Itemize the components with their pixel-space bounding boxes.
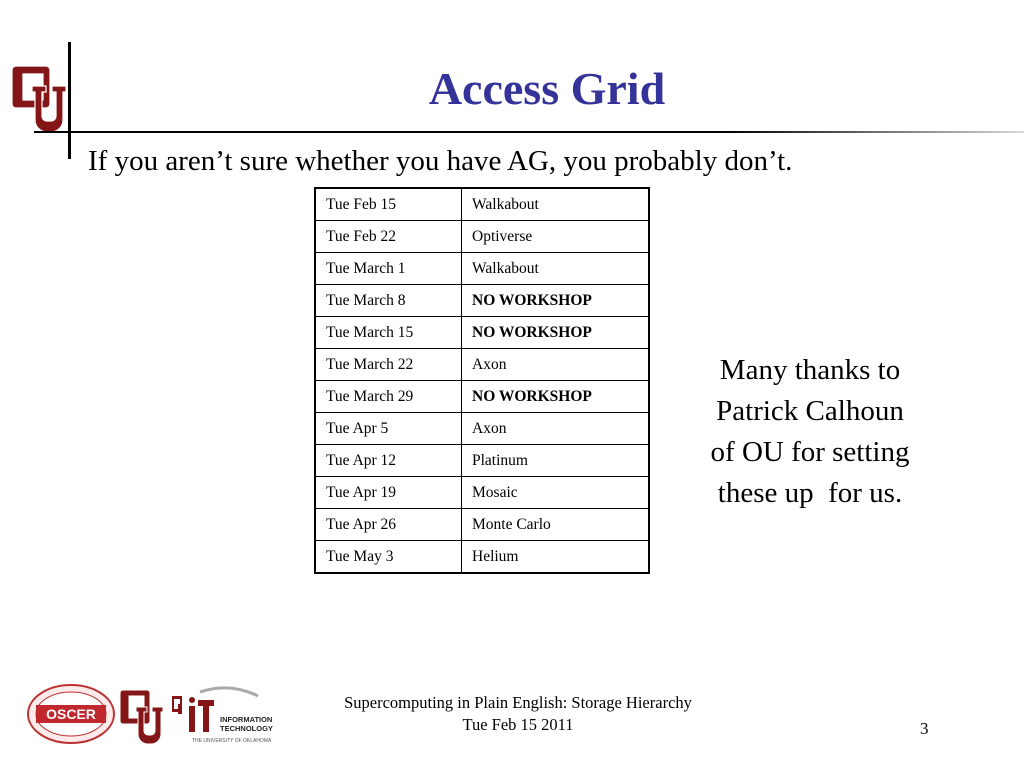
schedule-date-cell: Tue May 3 (315, 541, 462, 574)
schedule-date-cell: Tue Feb 15 (315, 188, 462, 221)
schedule-row (315, 413, 649, 445)
schedule-date-cell: Tue Apr 12 (315, 445, 462, 477)
schedule-site-cell: NO WORKSHOP (462, 285, 650, 317)
schedule-site-cell: Axon (462, 413, 650, 445)
schedule-row (315, 509, 649, 541)
footer-date: Tue Feb 15 2011 (462, 715, 574, 734)
oscer-seal-icon (26, 683, 116, 745)
page-number: 3 (920, 719, 929, 738)
title-divider-horizontal (34, 131, 1024, 133)
slide-title: Access Grid (428, 63, 666, 114)
schedule-date-cell: Tue Apr 19 (315, 477, 462, 509)
it-logo-line2: TECHNOLOGY (220, 724, 273, 733)
schedule-date-cell: Tue March 22 (315, 349, 462, 381)
schedule-row (315, 285, 649, 317)
thanks-line: of OU for setting (710, 436, 910, 468)
schedule-site-cell: Monte Carlo (462, 509, 650, 541)
schedule-date-cell: Tue March 29 (315, 381, 462, 413)
schedule-date-cell: Tue Apr 26 (315, 509, 462, 541)
schedule-row (315, 188, 649, 221)
schedule-date-cell: Tue Feb 22 (315, 221, 462, 253)
schedule-date-cell: Tue March 1 (315, 253, 462, 285)
schedule-row (315, 445, 649, 477)
schedule-site-cell: Platinum (462, 445, 650, 477)
schedule-table (314, 187, 650, 574)
schedule-site-cell: Helium (462, 541, 650, 574)
schedule-site-cell: Optiverse (462, 221, 650, 253)
schedule-site-cell: Axon (462, 349, 650, 381)
it-logo-line1: INFORMATION (220, 715, 273, 724)
schedule-site-cell: Walkabout (462, 253, 650, 285)
schedule-site-cell: NO WORKSHOP (462, 381, 650, 413)
schedule-row (315, 541, 649, 574)
schedule-row (315, 381, 649, 413)
ou-logo-small-icon (120, 684, 164, 746)
thanks-line: Patrick Calhoun (716, 395, 904, 427)
schedule-date-cell: Tue March 8 (315, 285, 462, 317)
schedule-site-cell: Mosaic (462, 477, 650, 509)
schedule-row (315, 349, 649, 381)
slide-subtitle: If you aren’t sure whether you have AG, you probably don’t. (88, 145, 793, 177)
schedule-row (315, 253, 649, 285)
schedule-date-cell: Tue Apr 5 (315, 413, 462, 445)
footer-course-title: Supercomputing in Plain English: Storage Hierarchy (344, 693, 692, 712)
schedule-row (315, 221, 649, 253)
schedule-site-cell: Walkabout (462, 188, 650, 221)
thanks-line: these up for us. (717, 477, 903, 509)
schedule-table-body (315, 188, 649, 573)
footer (268, 692, 768, 736)
schedule-row (315, 477, 649, 509)
thanks-line: Many thanks to (719, 354, 901, 386)
schedule-row (315, 317, 649, 349)
thanks-note (680, 350, 940, 514)
schedule-site-cell: NO WORKSHOP (462, 317, 650, 349)
schedule-date-cell: Tue March 15 (315, 317, 462, 349)
oscer-logo-text: OSCER (46, 706, 96, 722)
it-logo-line3: THE UNIVERSITY OF OKLAHOMA (192, 738, 272, 744)
